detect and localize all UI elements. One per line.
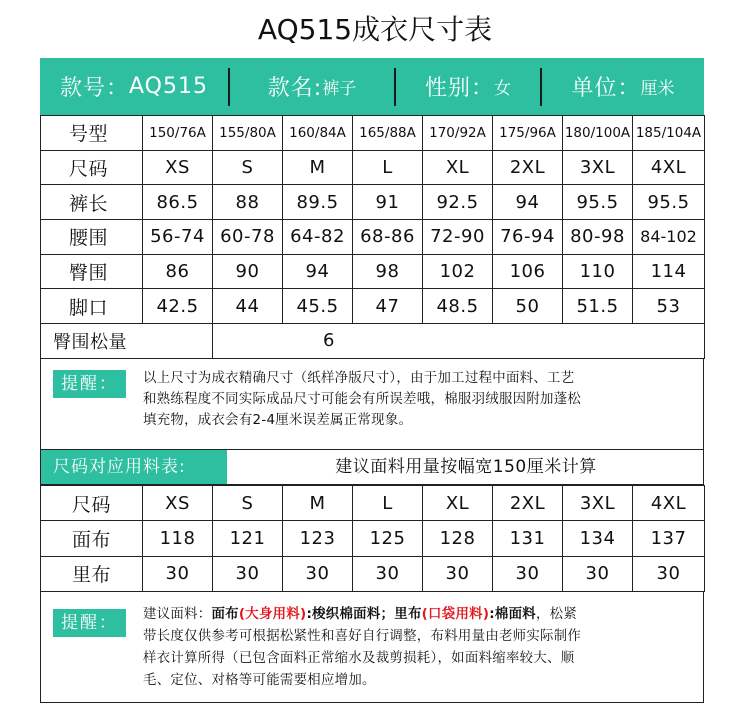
unit-label: 单位： — [571, 76, 641, 101]
row-label: 腰围 — [41, 220, 143, 255]
table-cell: M — [283, 486, 353, 521]
reminder-text — [143, 368, 581, 431]
table-cell: XL — [423, 486, 493, 521]
reminder-line — [143, 604, 581, 626]
table-cell: 30 — [493, 556, 563, 591]
table-cell: 60-78 — [213, 220, 283, 255]
reminder-line: 毛、定位、对格等可能需要相应增加。 — [143, 673, 376, 688]
text-run: :棉面料 — [489, 607, 536, 622]
table-cell: 76-94 — [493, 220, 563, 255]
table-cell: 95.5 — [563, 185, 633, 220]
product-name-value: 裤子 — [322, 79, 357, 99]
table-cell: 106 — [493, 254, 563, 289]
table-cell: 44 — [213, 289, 283, 324]
table-cell: 118 — [143, 521, 213, 556]
table-cell: 80-98 — [563, 220, 633, 255]
product-unit — [542, 58, 704, 115]
table-row — [41, 220, 705, 255]
table-cell: 30 — [283, 556, 353, 591]
table-cell: 90 — [213, 254, 283, 289]
unit-value: 厘米 — [640, 79, 675, 99]
table-cell: 4XL — [633, 150, 705, 185]
table-cell: 30 — [633, 556, 705, 591]
product-name — [230, 58, 394, 115]
fabric-reminder-text — [143, 604, 581, 692]
table-cell: M — [283, 150, 353, 185]
highlight-text: (口袋用料) — [421, 607, 490, 622]
reminder-tag: 提醒： — [53, 370, 126, 398]
table-cell: 94 — [493, 185, 563, 220]
product-name-label: 款名: — [267, 76, 323, 101]
table-cell: 42.5 — [143, 289, 213, 324]
row-label: 面布 — [41, 521, 143, 556]
table-cell: 86 — [143, 254, 213, 289]
table-cell: 160/84A — [283, 116, 353, 151]
row-label: 号型 — [41, 116, 143, 151]
highlight-text: (大身用料) — [238, 607, 307, 622]
table-cell: 2XL — [493, 486, 563, 521]
table-cell: 95.5 — [633, 185, 705, 220]
table-cell: 110 — [563, 254, 633, 289]
page-title: AQ515成衣尺寸表 — [257, 13, 493, 46]
table-cell: 45.5 — [283, 289, 353, 324]
table-cell: 170/92A — [423, 116, 493, 151]
table-cell: 48.5 — [423, 289, 493, 324]
table-cell: 155/80A — [213, 116, 283, 151]
table-row — [41, 116, 705, 151]
product-code-value: AQ515 — [129, 74, 208, 99]
row-label: 臀围 — [41, 254, 143, 289]
table-cell: XS — [143, 486, 213, 521]
text-run: 面布 — [211, 607, 239, 622]
row-label: 尺码 — [41, 486, 143, 521]
row-label: 里布 — [41, 556, 143, 591]
row-label: 尺码 — [41, 150, 143, 185]
table-row — [41, 556, 705, 591]
text-run: :梭织棉面料；里布 — [306, 607, 422, 622]
text-run: ，松紧 — [535, 607, 578, 622]
table-cell: 102 — [423, 254, 493, 289]
table-cell: 125 — [353, 521, 423, 556]
table-cell: 180/100A — [563, 116, 633, 151]
reminder-line: 和熟练程度不同实际成品尺寸可能会有所误差哦，棉服羽绒服因附加蓬松 — [143, 392, 582, 407]
table-cell: 121 — [213, 521, 283, 556]
table-row — [41, 521, 705, 556]
table-row — [41, 254, 705, 289]
product-code — [40, 58, 228, 115]
table-cell: 91 — [353, 185, 423, 220]
table-cell: 30 — [213, 556, 283, 591]
table-cell: 123 — [283, 521, 353, 556]
product-header-bar — [40, 58, 704, 115]
table-cell: 137 — [633, 521, 705, 556]
table-cell: 64-82 — [283, 220, 353, 255]
fabric-reminder-note — [40, 592, 704, 703]
table-row — [41, 486, 705, 521]
looseness-value: 6 — [213, 324, 705, 359]
table-cell: 30 — [143, 556, 213, 591]
fabric-section-subtitle: 建议面料用量按幅宽150厘米计算 — [335, 457, 597, 477]
table-cell: 3XL — [563, 150, 633, 185]
gender-label: 性别： — [424, 76, 494, 101]
product-code-label: 款号： — [60, 76, 130, 101]
table-cell: 4XL — [633, 486, 705, 521]
reminder-line: 填充物，成衣会有2-4厘米误差属正常现象。 — [143, 413, 413, 428]
looseness-row — [41, 324, 705, 359]
table-cell: 68-86 — [353, 220, 423, 255]
table-cell: S — [213, 150, 283, 185]
table-cell: 84-102 — [633, 220, 705, 255]
table-cell: 30 — [423, 556, 493, 591]
table-cell: 175/96A — [493, 116, 563, 151]
looseness-label: 臀围松量 — [41, 324, 213, 359]
table-cell: 47 — [353, 289, 423, 324]
row-label: 裤长 — [41, 185, 143, 220]
table-cell: 114 — [633, 254, 705, 289]
table-cell: 56-74 — [143, 220, 213, 255]
table-cell: XL — [423, 150, 493, 185]
table-row — [41, 150, 705, 185]
reminder-line: 以上尺寸为成衣精确尺寸（纸样净版尺寸），由于加工过程中面料、工艺 — [143, 371, 575, 386]
product-gender — [396, 58, 540, 115]
row-label: 脚口 — [41, 289, 143, 324]
table-cell: XS — [143, 150, 213, 185]
table-cell: 88 — [213, 185, 283, 220]
table-row — [41, 289, 705, 324]
table-cell: 131 — [493, 521, 563, 556]
reminder-note — [40, 358, 704, 450]
reminder-line: 样衣计算所得（已包含面料正常缩水及裁剪损耗），如面料缩率较大、顺 — [143, 651, 575, 666]
text-run: 建议面料： — [143, 607, 212, 622]
fabric-usage-table — [40, 485, 705, 592]
table-cell: 98 — [353, 254, 423, 289]
table-cell: 92.5 — [423, 185, 493, 220]
table-cell: 86.5 — [143, 185, 213, 220]
gender-value: 女 — [494, 79, 511, 99]
table-cell: 150/76A — [143, 116, 213, 151]
table-cell: 128 — [423, 521, 493, 556]
table-cell: 134 — [563, 521, 633, 556]
reminder-tag: 提醒： — [53, 609, 126, 637]
table-cell: 53 — [633, 289, 705, 324]
table-cell: 30 — [563, 556, 633, 591]
table-cell: S — [213, 486, 283, 521]
table-cell: 30 — [353, 556, 423, 591]
size-chart-table — [40, 115, 705, 359]
reminder-line: 带长度仅供参考可根据松紧性和喜好自行调整，布料用量由老师实际制作 — [143, 629, 582, 644]
table-cell: 89.5 — [283, 185, 353, 220]
table-cell: L — [353, 150, 423, 185]
table-cell: L — [353, 486, 423, 521]
table-cell: 94 — [283, 254, 353, 289]
table-cell: 72-90 — [423, 220, 493, 255]
fabric-section-label: 尺码对应用料表: — [41, 450, 227, 484]
table-row — [41, 185, 705, 220]
table-cell: 50 — [493, 289, 563, 324]
fabric-section-header — [40, 450, 704, 485]
table-cell: 51.5 — [563, 289, 633, 324]
table-cell: 2XL — [493, 150, 563, 185]
table-cell: 185/104A — [633, 116, 705, 151]
table-cell: 3XL — [563, 486, 633, 521]
table-cell: 165/88A — [353, 116, 423, 151]
